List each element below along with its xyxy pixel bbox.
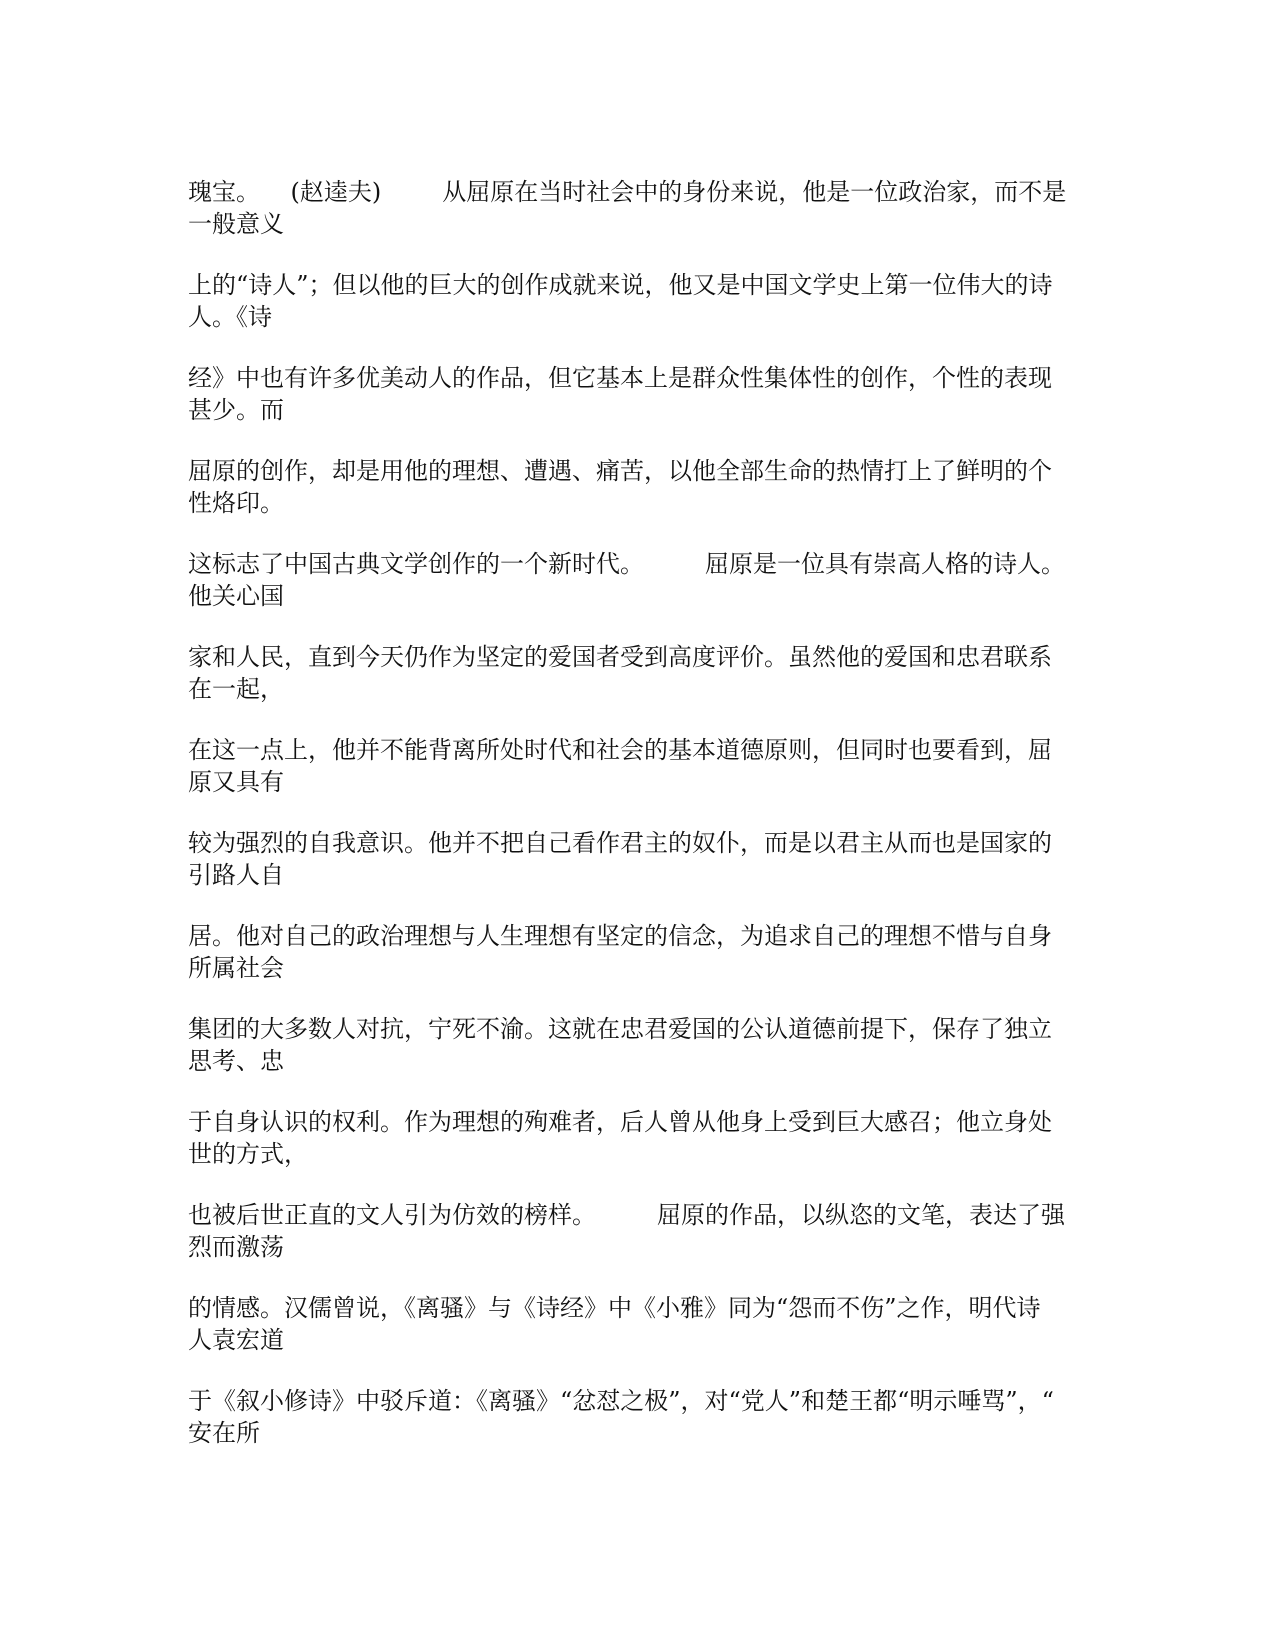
text-line: 集团的大多数人对抗，宁死不渝。这就在忠君爱国的公认道德前提下，保存了独立 [188, 1015, 1052, 1043]
paragraph [188, 1385, 1088, 1449]
text-line: 家和人民，直到今天仍作为坚定的爱国者受到高度评价。虽然他的爱国和忠君联系 [188, 643, 1052, 671]
paragraph [188, 920, 1088, 984]
text-line: 甚少。而 [188, 396, 284, 424]
text-line: 所属社会 [188, 954, 284, 982]
paragraph [188, 1013, 1088, 1077]
paragraph [188, 1199, 1088, 1263]
text-line: 安在所 [188, 1419, 260, 1447]
text-line: 人袁宏道 [188, 1326, 284, 1354]
text-line: 上的“诗人”；但以他的巨大的创作成就来说，他又是中国文学史上第一位伟大的诗 [188, 271, 1053, 299]
paragraph [188, 548, 1088, 612]
text-line: 原又具有 [188, 768, 284, 796]
paragraph [188, 362, 1088, 426]
text-line: 的情感。汉儒曾说，《离骚》与《诗经》中《小雅》同为“怨而不伤”之作，明代诗 [188, 1294, 1041, 1322]
paragraph [188, 455, 1088, 519]
text-line: 于《叙小修诗》中驳斥道：《离骚》“忿怼之极”，对“党人”和楚王都“明示唾骂”，“ [188, 1387, 1054, 1415]
text-line: 也被后世正直的文人引为仿效的榜样。 屈原的作品，以纵恣的文笔，表达了强 [188, 1201, 1066, 1229]
text-line: 一般意义 [188, 210, 284, 238]
text-line: 他关心国 [188, 582, 284, 610]
text-line: 这标志了中国古典文学创作的一个新时代。 屈原是一位具有崇高人格的诗人。 [188, 550, 1066, 578]
text-line: 瑰宝。 (赵逵夫) 从屈原在当时社会中的身份来说，他是一位政治家，而不是 [188, 178, 1067, 206]
text-line: 较为强烈的自我意识。他并不把自己看作君主的奴仆，而是以君主从而也是国家的 [188, 829, 1052, 857]
text-line: 性烙印。 [188, 489, 284, 517]
paragraph [188, 269, 1088, 333]
paragraph [188, 176, 1088, 240]
paragraph [188, 641, 1088, 705]
text-line: 经》中也有许多优美动人的作品，但它基本上是群众性集体性的创作，个性的表现 [188, 364, 1052, 392]
text-line: 引路人自 [188, 861, 284, 889]
text-line: 世的方式， [188, 1140, 308, 1168]
paragraph [188, 827, 1088, 891]
text-line: 在一起， [188, 675, 284, 703]
paragraph [188, 1292, 1088, 1356]
text-line: 居。他对自己的政治理想与人生理想有坚定的信念，为追求自己的理想不惜与自身 [188, 922, 1052, 950]
text-line: 在这一点上，他并不能背离所处时代和社会的基本道德原则，但同时也要看到，屈 [188, 736, 1052, 764]
paragraph [188, 734, 1088, 798]
text-line: 人。《诗 [188, 303, 272, 331]
text-line: 屈原的创作，却是用他的理想、遭遇、痛苦，以他全部生命的热情打上了鲜明的个 [188, 457, 1052, 485]
text-line: 于自身认识的权利。作为理想的殉难者，后人曾从他身上受到巨大感召；他立身处 [188, 1108, 1052, 1136]
document-body [188, 176, 1088, 1478]
text-line: 烈而激荡 [188, 1233, 284, 1261]
paragraph [188, 1106, 1088, 1170]
text-line: 思考、忠 [188, 1047, 284, 1075]
